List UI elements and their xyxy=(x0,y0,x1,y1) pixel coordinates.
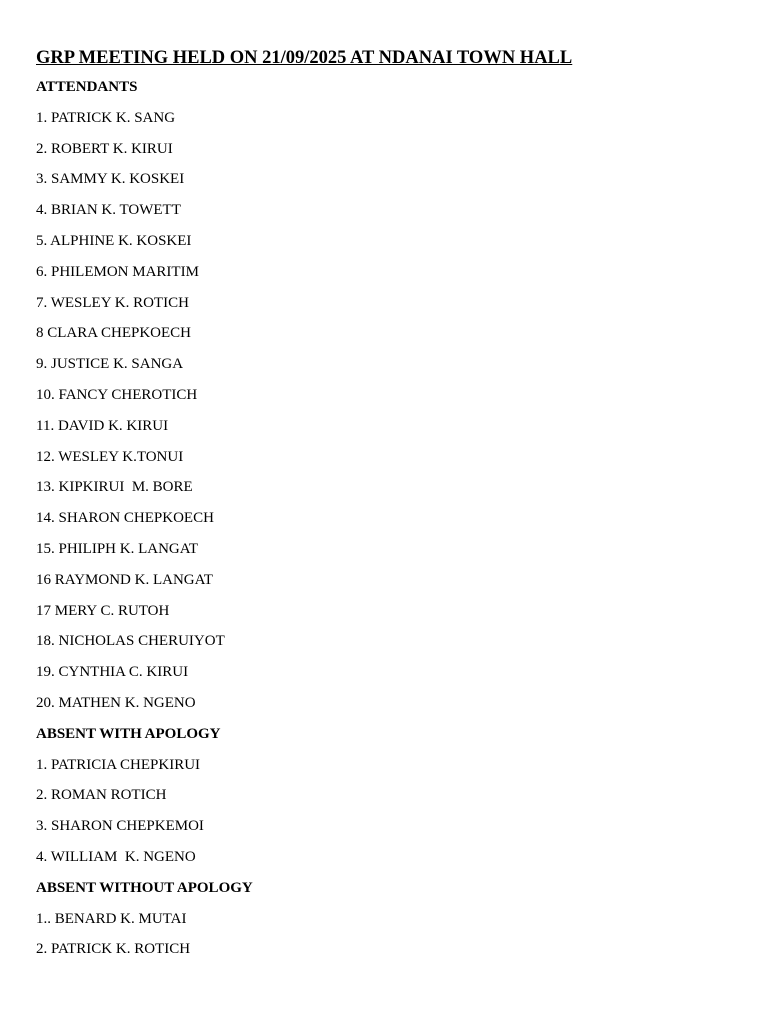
absent-without-apology-heading: ABSENT WITHOUT APOLOGY xyxy=(36,879,253,896)
list-item: 12. WESLEY K.TONUI xyxy=(36,448,184,465)
absent-with-apology-list xyxy=(36,750,736,873)
attendants-heading: ATTENDANTS xyxy=(36,79,138,95)
list-item: 6. PHILEMON MARITIM xyxy=(36,263,199,280)
list-item: 4. WILLIAM K. NGENO xyxy=(36,848,196,865)
list-item: 8 CLARA CHEPKOECH xyxy=(36,325,192,342)
list-item: 18. NICHOLAS CHERUIYOT xyxy=(36,633,225,650)
list-item: 10. FANCY CHEROTICH xyxy=(36,386,198,403)
list-item: 2. PATRICK K. ROTICH xyxy=(36,941,191,958)
list-item: 16 RAYMOND K. LANGAT xyxy=(36,571,213,588)
list-item: 3. SAMMY K. KOSKEI xyxy=(36,171,185,188)
list-item: 7. WESLEY K. ROTICH xyxy=(36,294,189,311)
list-item: 9. JUSTICE K. SANGA xyxy=(36,356,184,373)
document-title: GRP MEETING HELD ON 21/09/2025 AT NDANAI TOWN HALL xyxy=(36,48,573,68)
list-item: 1. PATRICK K. SANG xyxy=(36,109,176,126)
list-item: 4. BRIAN K. TOWETT xyxy=(36,202,181,219)
list-item: 14. SHARON CHEPKOECH xyxy=(36,510,214,527)
list-item: 15. PHILIPH K. LANGAT xyxy=(36,540,199,557)
list-item: 3. SHARON CHEPKEMOI xyxy=(36,818,204,835)
attendants-list xyxy=(36,103,736,719)
list-item: 11. DAVID K. KIRUI xyxy=(36,417,169,434)
list-item: 2. ROMAN ROTICH xyxy=(36,787,167,804)
list-item: 1. PATRICIA CHEPKIRUI xyxy=(36,756,201,773)
list-item: 19. CYNTHIA C. KIRUI xyxy=(36,664,189,681)
list-item: 1.. BENARD K. MUTAI xyxy=(36,910,187,927)
list-item: 20. MATHEN K. NGENO xyxy=(36,694,196,711)
list-item: 17 MERY C. RUTOH xyxy=(36,602,170,619)
document-body xyxy=(36,44,736,965)
list-item: 13. KIPKIRUI M. BORE xyxy=(36,479,193,496)
absent-without-apology-list xyxy=(36,904,736,966)
absent-with-apology-heading: ABSENT WITH APOLOGY xyxy=(36,725,221,742)
list-item: 5. ALPHINE K. KOSKEI xyxy=(36,232,192,249)
list-item: 2. ROBERT K. KIRUI xyxy=(36,140,173,157)
